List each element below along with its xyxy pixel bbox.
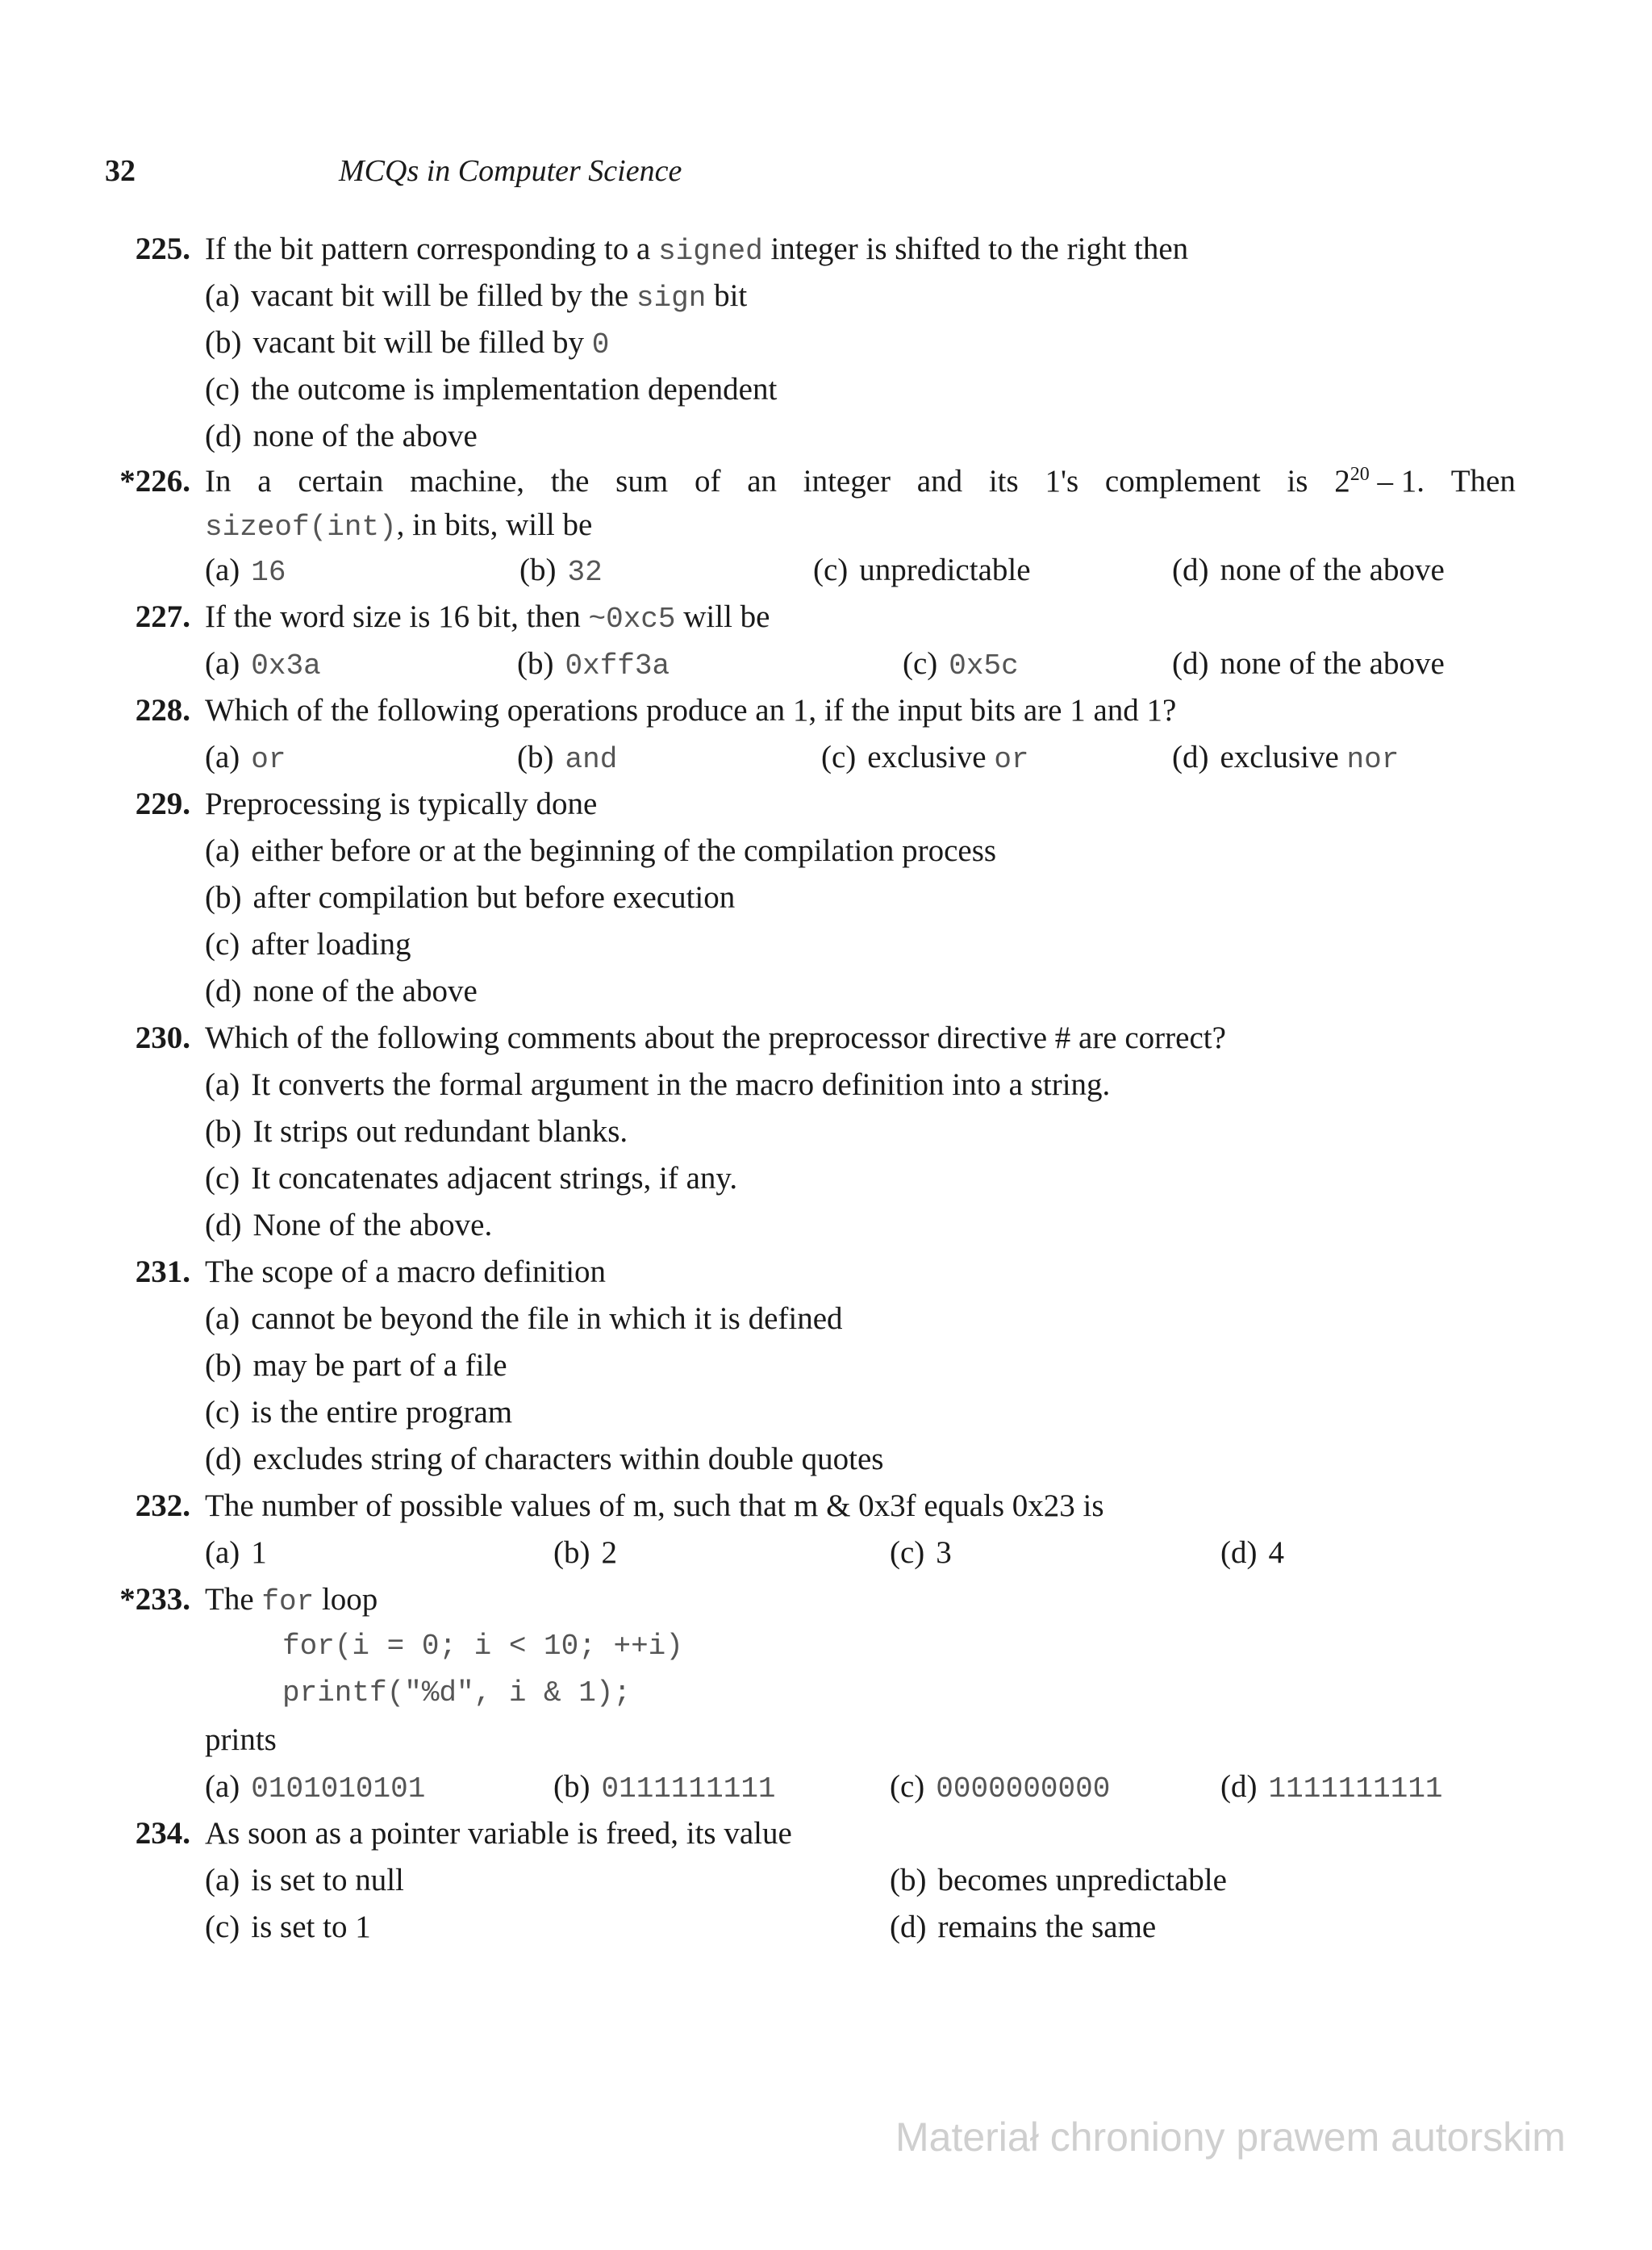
option-c	[890, 1764, 1110, 1813]
question-number: 230.	[135, 1021, 190, 1055]
option-text-part: becomes unpredictable	[937, 1863, 1227, 1897]
stem-word: In	[205, 464, 232, 499]
option-text-part: none of the above	[252, 419, 478, 453]
stem-code: ~0xc5	[588, 603, 676, 636]
option-d	[1172, 734, 1399, 783]
question-232	[0, 1483, 1652, 1530]
option-text-part: It strips out redundant blanks.	[252, 1114, 628, 1149]
question-230	[0, 1015, 1652, 1062]
option-c	[813, 547, 1031, 594]
option-text	[205, 319, 609, 369]
question-number: 229.	[135, 787, 190, 821]
option-label: (d)	[1220, 1769, 1258, 1804]
option-text	[205, 1389, 512, 1436]
option-c	[205, 1904, 371, 1951]
option-text	[205, 413, 478, 460]
question-stem: Which of the following operations produce an 1, if the input bits are 1 and 1?	[205, 693, 1177, 728]
stem-word: the	[550, 464, 590, 499]
option-label: (a)	[205, 1301, 240, 1336]
option-text	[205, 921, 411, 968]
option-label: (d)	[205, 1442, 242, 1476]
question-stem	[205, 594, 770, 643]
question-233	[0, 1576, 1652, 1623]
option-text-part: is set to null	[251, 1863, 404, 1897]
option-label: (a)	[205, 1535, 240, 1570]
question-number: 234.	[135, 1816, 190, 1851]
option-b	[553, 1764, 776, 1813]
option-text-part: 1	[251, 1535, 267, 1570]
option-a	[205, 641, 321, 690]
question-225	[0, 226, 1652, 273]
question-stem: The number of possible values of m, such that m & 0x3f equals 0x23 is	[205, 1488, 1104, 1523]
option-label: (d)	[1172, 740, 1209, 774]
option-label: (d)	[205, 974, 242, 1008]
option-label: (c)	[890, 1769, 925, 1804]
option-code: and	[565, 743, 618, 776]
option-label: (c)	[890, 1535, 925, 1570]
option-label: (a)	[205, 646, 240, 681]
code-line	[0, 1670, 1652, 1717]
option-label: (b)	[205, 1114, 242, 1149]
option-text	[205, 1202, 492, 1249]
option-a	[0, 1062, 1652, 1108]
options-row	[0, 641, 1652, 687]
option-c	[0, 1155, 1652, 1202]
option-d	[0, 1436, 1652, 1483]
stem-text: loop	[314, 1582, 378, 1617]
option-label: (b)	[553, 1535, 590, 1570]
option-text-part: cannot be beyond the file in which it is defined	[251, 1301, 843, 1336]
option-label: (d)	[1220, 1535, 1258, 1570]
option-label: (a)	[205, 278, 240, 313]
option-label: (b)	[553, 1769, 590, 1804]
expression-exponent: 20	[1350, 464, 1370, 485]
option-text-part: either before or at the beginning of the compilation process	[251, 833, 997, 868]
option-label: (a)	[205, 740, 240, 774]
option-label: (c)	[205, 927, 240, 962]
question-number: *233.	[119, 1582, 190, 1617]
option-text-part: vacant bit will be filled by	[252, 325, 592, 360]
option-a	[0, 273, 1652, 319]
option-code: 0000000000	[936, 1772, 1111, 1805]
stem-expression	[1334, 460, 1425, 503]
option-text-part: It converts the formal argument in the macro definition into a string.	[251, 1067, 1111, 1102]
expression-base: 2	[1334, 464, 1350, 499]
option-b	[0, 1342, 1652, 1389]
option-label: (b)	[890, 1863, 927, 1897]
option-a	[0, 1296, 1652, 1342]
option-label: (b)	[519, 553, 557, 587]
stem-text: integer is shifted to the right then	[762, 232, 1189, 266]
question-stem	[205, 226, 1188, 275]
question-227	[0, 594, 1652, 641]
option-label: (a)	[205, 833, 240, 868]
option-label: (b)	[517, 646, 554, 681]
option-text	[205, 875, 735, 921]
option-label: (d)	[890, 1910, 927, 1944]
stem-text: If the word size is 16 bit, then	[205, 599, 589, 634]
option-b	[519, 547, 603, 596]
option-b	[517, 641, 670, 690]
options-row	[0, 1530, 1652, 1576]
option-text-part: after compilation but before execution	[252, 880, 736, 915]
option-text-part: none of the above	[1220, 646, 1445, 681]
option-text	[205, 968, 478, 1015]
option-text-part: 4	[1268, 1535, 1284, 1570]
stem-word: an	[747, 464, 777, 499]
option-text-part: is set to 1	[251, 1910, 371, 1944]
option-text-part: after loading	[251, 927, 411, 962]
option-label: (d)	[205, 419, 242, 453]
option-a	[205, 1857, 404, 1904]
options-row	[0, 1904, 1652, 1951]
stem-word: a	[257, 464, 272, 499]
option-d	[1220, 1764, 1443, 1813]
code-text: for(i = 0; i < 10; ++i)	[282, 1630, 683, 1663]
question-number: 228.	[135, 693, 190, 728]
option-text-part: exclusive	[867, 740, 995, 774]
option-code: 0101010101	[251, 1772, 426, 1805]
option-b	[0, 875, 1652, 921]
question-number: 225.	[135, 232, 190, 266]
option-a	[0, 828, 1652, 875]
option-d	[0, 1202, 1652, 1249]
option-text	[205, 1108, 628, 1155]
option-label: (b)	[205, 880, 242, 915]
question-stem	[205, 1576, 378, 1626]
question-234	[0, 1810, 1652, 1857]
option-c	[0, 1389, 1652, 1436]
expression-rest: – 1.	[1369, 464, 1425, 499]
option-label: (c)	[813, 553, 849, 587]
option-label: (c)	[205, 1161, 240, 1196]
option-d	[1172, 641, 1445, 687]
option-label: (c)	[205, 1395, 240, 1430]
option-label: (d)	[205, 1208, 242, 1242]
option-text	[205, 273, 747, 322]
stem-text: will be	[675, 599, 770, 634]
question-229	[0, 781, 1652, 828]
code-text: printf("%d", i & 1);	[282, 1676, 632, 1709]
question-stem	[205, 460, 1516, 503]
option-d	[1172, 547, 1445, 594]
option-text-part: exclusive	[1220, 740, 1347, 774]
option-c	[0, 366, 1652, 413]
option-text-part: remains the same	[937, 1910, 1157, 1944]
option-code: 0xff3a	[565, 649, 670, 683]
book-title: MCQs in Computer Science	[339, 154, 682, 188]
stem-code: sizeof(int)	[205, 511, 397, 544]
option-text	[205, 1062, 1110, 1108]
option-text	[205, 1342, 507, 1389]
stem-word: is	[1287, 464, 1308, 499]
option-text-part: none of the above	[252, 974, 478, 1008]
option-code: 32	[567, 556, 603, 589]
option-b	[553, 1530, 617, 1576]
option-label: (d)	[1172, 553, 1209, 587]
option-code: sign	[636, 282, 707, 315]
option-text-part: excludes string of characters within double quotes	[252, 1442, 884, 1476]
option-d	[890, 1904, 1156, 1951]
option-text-part: None of the above.	[252, 1208, 493, 1242]
option-code: 16	[251, 556, 286, 589]
option-text-part: none of the above	[1220, 553, 1445, 587]
stem-word: sum	[615, 464, 669, 499]
stem-word: Then	[1450, 464, 1516, 499]
option-text-part: It concatenates adjacent strings, if any.	[251, 1161, 738, 1196]
question-number: 232.	[135, 1488, 190, 1523]
option-text-part: 3	[936, 1535, 952, 1570]
option-text-part: bit	[706, 278, 748, 313]
option-label: (c)	[903, 646, 938, 681]
option-a	[205, 1530, 267, 1576]
option-code: or	[251, 743, 286, 776]
question-stem: As soon as a pointer variable is freed, its value	[205, 1816, 792, 1851]
stem-word: and	[916, 464, 963, 499]
question-226	[0, 460, 1652, 503]
option-c	[0, 921, 1652, 968]
question-number: 227.	[135, 599, 190, 634]
option-label: (a)	[205, 1769, 240, 1804]
option-label: (c)	[205, 1910, 240, 1944]
option-code: 1111111111	[1268, 1772, 1443, 1805]
code-line	[0, 1623, 1652, 1670]
stem-word: machine,	[410, 464, 525, 499]
option-code: 0111111111	[601, 1772, 776, 1805]
question-stem: The scope of a macro definition	[205, 1254, 607, 1289]
option-text	[205, 1296, 843, 1342]
stem-word: its	[988, 464, 1019, 499]
option-text-part: 2	[601, 1535, 617, 1570]
option-text	[205, 1155, 737, 1202]
options-row	[0, 547, 1652, 594]
option-d	[0, 413, 1652, 460]
option-d	[0, 968, 1652, 1015]
stem-word: complement	[1104, 464, 1261, 499]
options-row	[0, 1857, 1652, 1904]
option-label: (c)	[205, 372, 240, 407]
option-c	[903, 641, 1019, 690]
option-code: 0	[591, 328, 610, 361]
option-b	[0, 319, 1652, 366]
question-226-line2	[0, 503, 1652, 547]
options-row	[0, 734, 1652, 781]
option-b	[517, 734, 617, 783]
stem-text: , in bits, will be	[396, 507, 593, 542]
option-d	[1220, 1530, 1284, 1576]
question-stem: Which of the following comments about the preprocessor directive # are correct?	[205, 1021, 1226, 1055]
stem-code: signed	[658, 235, 763, 268]
option-label: (b)	[517, 740, 554, 774]
option-c	[821, 734, 1029, 783]
stem-text: The	[205, 1582, 262, 1617]
option-text-part: unpredictable	[859, 553, 1031, 587]
option-text	[205, 828, 996, 875]
page-number: 32	[105, 154, 136, 188]
option-code: nor	[1346, 743, 1400, 776]
page-header	[105, 153, 682, 189]
option-code: or	[994, 743, 1029, 776]
option-code: 0x3a	[251, 649, 321, 683]
stem-code: for	[261, 1585, 315, 1618]
question-stem-continued	[205, 503, 592, 549]
option-text-part: may be part of a file	[252, 1348, 507, 1383]
option-text-part: is the entire program	[251, 1395, 513, 1430]
stem-text: prints	[205, 1722, 277, 1757]
option-b	[890, 1857, 1227, 1904]
option-label: (c)	[821, 740, 857, 774]
option-text	[205, 366, 777, 413]
question-number: *226.	[119, 464, 190, 499]
question-231	[0, 1249, 1652, 1296]
option-label: (a)	[205, 1863, 240, 1897]
option-c	[890, 1530, 952, 1576]
option-text-part: the outcome is implementation dependent	[251, 372, 778, 407]
question-number: 231.	[135, 1254, 190, 1289]
options-row	[0, 1764, 1652, 1810]
question-stem: Preprocessing is typically done	[205, 787, 598, 821]
stem-word: integer	[803, 464, 891, 499]
option-label: (a)	[205, 1067, 240, 1102]
option-a	[205, 734, 286, 783]
option-label: (d)	[1172, 646, 1209, 681]
option-label: (b)	[205, 325, 242, 360]
question-228	[0, 687, 1652, 734]
option-b	[0, 1108, 1652, 1155]
question-233-continued	[0, 1717, 1652, 1764]
option-text-part: vacant bit will be filled by the	[251, 278, 636, 313]
copyright-watermark: Materiał chroniony prawem autorskim	[895, 2114, 1566, 2160]
question-list	[0, 226, 1652, 1951]
stem-word: certain	[298, 464, 384, 499]
option-text	[205, 1436, 883, 1483]
option-label: (b)	[205, 1348, 242, 1383]
stem-word: 1's	[1045, 464, 1079, 499]
option-a	[205, 1764, 425, 1813]
option-code: 0x5c	[949, 649, 1019, 683]
option-a	[205, 547, 286, 596]
stem-text: If the bit pattern corresponding to a	[205, 232, 659, 266]
option-label: (a)	[205, 553, 240, 587]
stem-word: of	[694, 464, 721, 499]
